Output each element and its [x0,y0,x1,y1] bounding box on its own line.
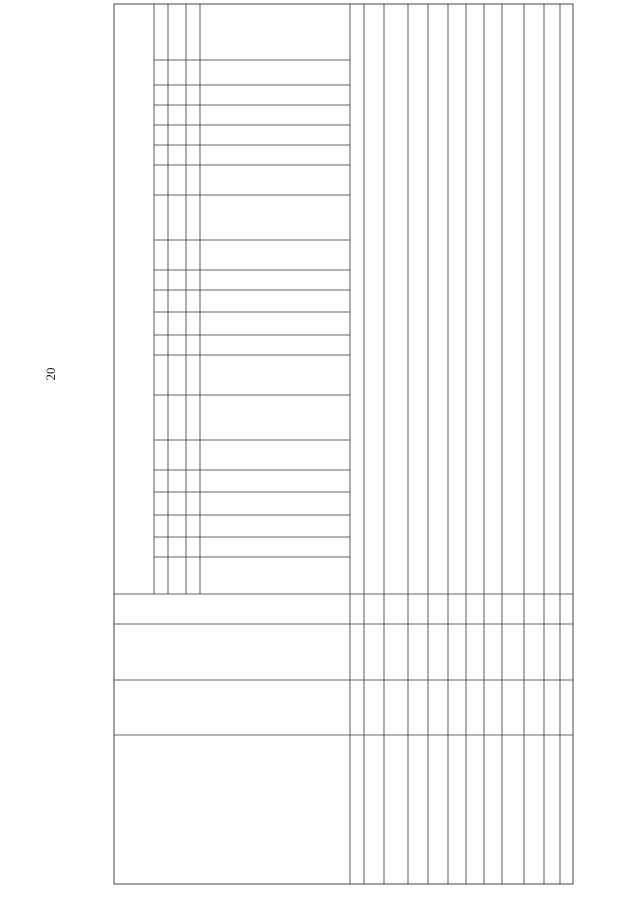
page-number: 20 [43,367,58,381]
table-frame [114,4,573,884]
